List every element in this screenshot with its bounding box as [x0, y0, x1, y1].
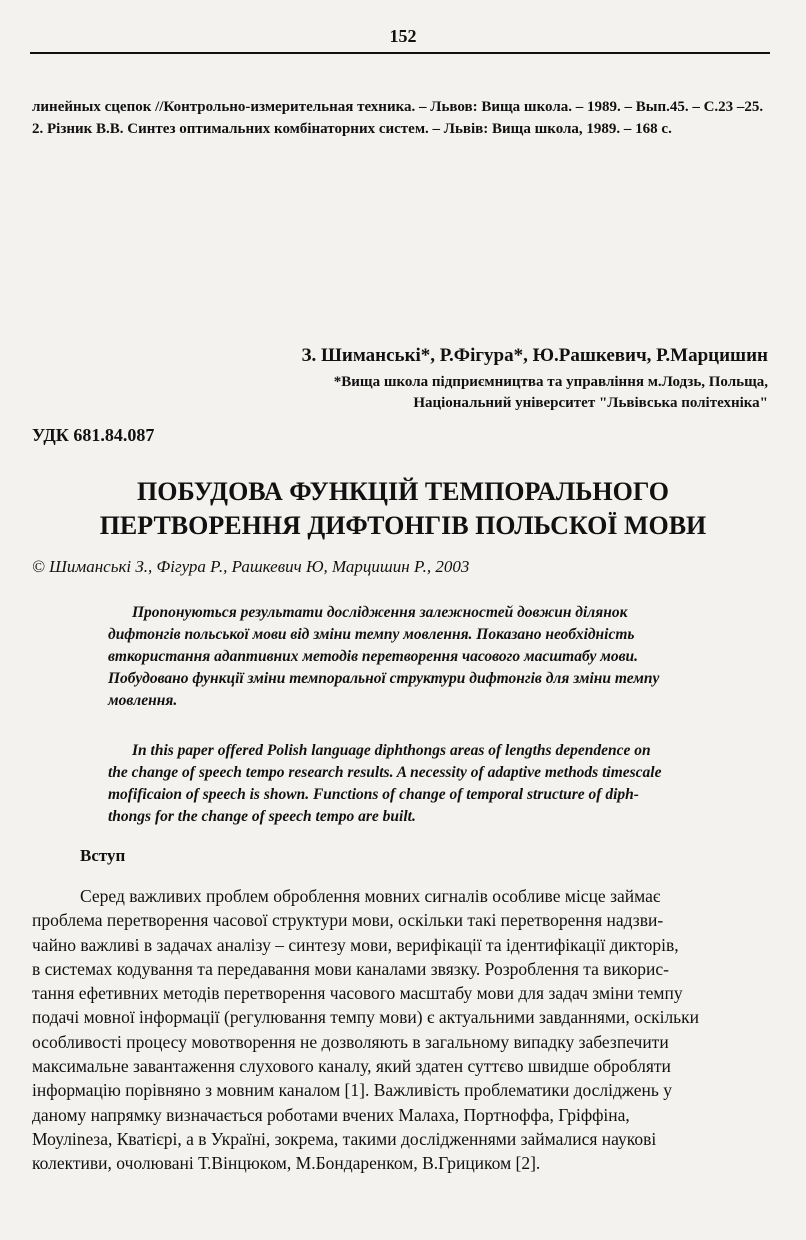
paragraph-line: Моуліneза, Кватієрі, а в Україні, зокрема, такими дослідженнями займалися наукові [32, 1128, 657, 1149]
paragraph-line: тання ефетивних методів перетворення часового масштабу мови для задач зміни темпу [32, 983, 683, 1004]
paragraph-line: подачі мовної інформації (регулювання темпу мови) є актуальними завданнями, оскільки [32, 1007, 700, 1028]
abstract-ukrainian [108, 602, 770, 712]
paragraph-line: даному напрямку визначається роботами вчених Малаха, Портноффа, Гріффіна, [32, 1104, 630, 1125]
paragraph-line: Серед важливих проблем оброблення мовних сигналів особливе місце займає [80, 886, 661, 906]
paragraph-line: чайно важливі в задачах аналізу – синтезу мови, верифікації та ідентифікації дикторів, [32, 934, 679, 955]
title-line: ПЕРТВОРЕННЯ ДИФТОНГІВ ПОЛЬСКОЇ МОВИ [99, 511, 707, 540]
udk-code: УДК 681.84.087 [32, 425, 155, 445]
paragraph-line: інформацію порівняно з мовним каналом [1]. Важливість проблематики досліджень у [32, 1080, 673, 1101]
body-paragraph [32, 884, 772, 1176]
abstract-line: thongs for the change of speech tempo are built. [108, 808, 416, 825]
reference-line: 2. Різник В.В. Синтез оптимальних комбінаторних систем. – Львів: Вища школа, 1989. – 168 с. [32, 121, 672, 137]
paragraph-line: колективи, очолювані Т.Вінцюком, М.Бондаренком, В.Грициком [2]. [32, 1153, 541, 1174]
references-list [32, 96, 772, 140]
abstract-line: the change of speech tempo research results. A necessity of adaptive methods timescale [108, 764, 662, 781]
title-line: ПОБУДОВА ФУНКЦІЙ ТЕМПОРАЛЬНОГО [137, 477, 669, 506]
paragraph-line: в системах кодування та передавання мови каналами звязку. Розроблення та викорис- [32, 958, 669, 979]
abstract-english [108, 740, 770, 828]
paragraph-line: проблема перетворення часової структури мови, оскільки такі перетворення надзви- [32, 910, 664, 931]
affiliation-line: Національний університет "Львівська політехніка" [413, 395, 768, 411]
copyright-line: © Шиманські З., Фігура Р., Рашкевич Ю, Марцишин Р., 2003 [32, 557, 470, 576]
abstract-line: дифтонгів польської мови від зміни темпу мовлення. Показано необхідність [108, 626, 635, 643]
article-title [40, 475, 766, 543]
abstract-line: In this paper offered Polish language diphthongs areas of lengths dependence on [132, 742, 651, 759]
header-rule [30, 52, 770, 54]
reference-line: линейных сцепок //Контрольно-измерительная техника. – Львов: Вища школа. – 1989. – Вып.45. – С.23 –25. [32, 99, 764, 115]
authors-line: З. Шиманські*, Р.Фігура*, Ю.Рашкевич, Р.Марцишин [301, 345, 768, 366]
affiliation [334, 372, 768, 414]
affiliation-line: *Вища школа підприємництва та управління м.Лодзь, Польща, [333, 374, 768, 390]
paragraph-line: особливості процесу мовотворення не дозволяють в загальному випадку забезпечити [32, 1031, 669, 1052]
page-number: 152 [389, 26, 417, 46]
abstract-line: мовлення. [108, 692, 178, 709]
section-heading: Вступ [80, 846, 126, 865]
abstract-line: Пропонуються результати дослідження залежностей довжин ділянок [132, 604, 628, 621]
paragraph-line: максимальне завантаження слухового каналу, який здатен суттєво швидше обробляти [32, 1056, 671, 1077]
abstract-line: вткористання адаптивних методів перетворення часового масштабу мови. [108, 648, 639, 665]
abstract-line: mofificaion of speech is shown. Functions of change of temporal structure of diph- [108, 786, 639, 803]
abstract-line: Побудовано функції зміни темпоральної структури дифтонгів для зміни темпу [108, 670, 660, 687]
